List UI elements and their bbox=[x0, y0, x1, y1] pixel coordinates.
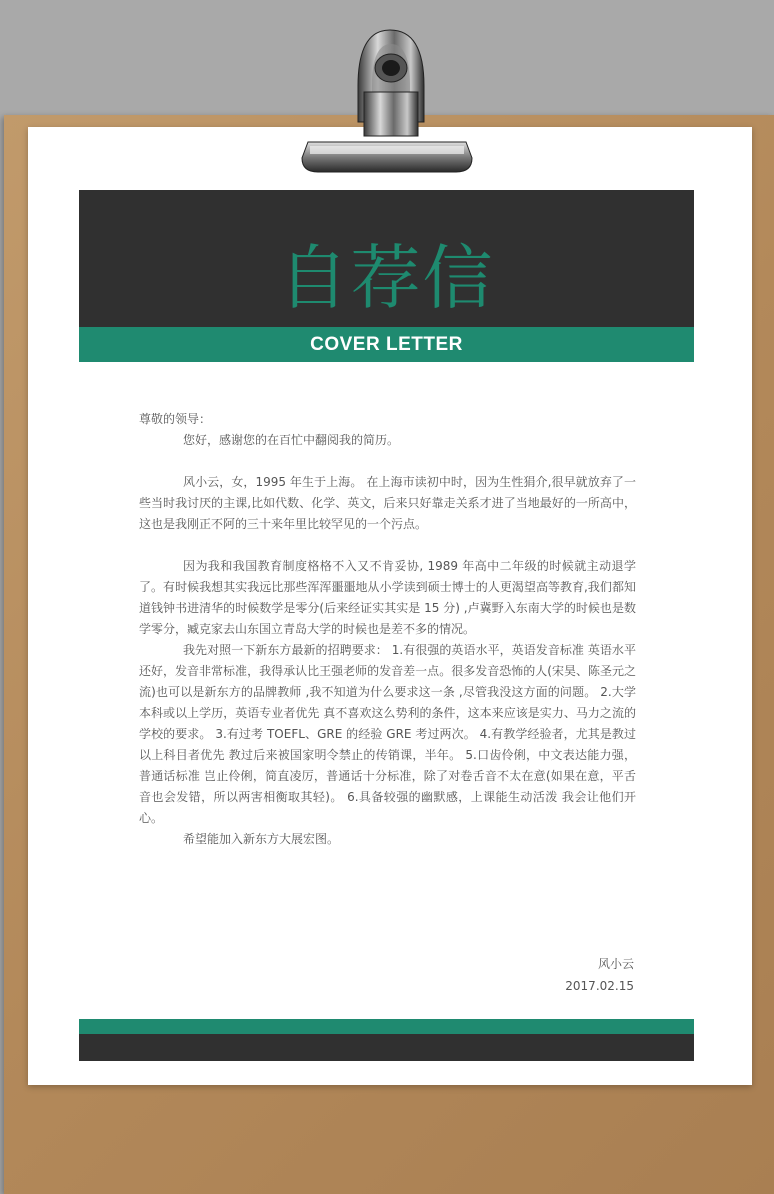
paragraph-2: 因为我和我国教育制度格格不入又不肯妥协, 1989 年高中二年级的时候就主动退学了。有时候我想其实我远比那些浑浑噩噩地从小学读到硕士博士的人更渴望高等教育,我们都知道钱钟书进清华的时候数学是零分(后来经证实其实是 15 分) ,卢冀野入东南大学的时候也是数学零分，臧克家去山东国立青岛大学的时候也是差不多的情况。 bbox=[139, 559, 636, 636]
footer-green-band bbox=[79, 1019, 694, 1034]
letter-date: 2017.02.15 bbox=[565, 979, 634, 993]
letter-body bbox=[139, 409, 636, 850]
footer-dark-band bbox=[79, 1034, 694, 1061]
salutation: 尊敬的领导： bbox=[139, 412, 212, 426]
signature: 风小云 bbox=[597, 957, 634, 971]
page-subtitle: COVER LETTER bbox=[310, 334, 463, 355]
greeting: 您好，感谢您的在百忙中翻阅我的简历。 bbox=[183, 433, 400, 447]
binder-clip-icon bbox=[296, 22, 478, 178]
paragraph-1: 风小云，女，1995 年生于上海。 在上海市读初中时，因为生性狷介,很早就放弃了一些当时我讨厌的主课,比如代数、化学、英文，后来只好靠走关系才进了当地最好的一所高中，这也是我刚正不阿的三十来年里比较罕见的一个污点。 bbox=[139, 475, 636, 531]
closing: 希望能加入新东方大展宏图。 bbox=[183, 832, 340, 846]
paragraph-3: 我先对照一下新东方最新的招聘要求： 1.有很强的英语水平，英语发音标准 英语水平还好，发音非常标准，我得承认比王强老师的发音差一点。很多发音恐怖的人(宋昊、陈圣元之流)也可以是新东方的品牌教师 ,我不知道为什么要求这一条 ,尽管我没这方面的问题。 2.大学本科或以上学历，英语专业者优先 真不喜欢这么势利的条件，这本来应该是实力、马力之流的学校的要求。 3.有过考 TOEFL、GRE 的经验 GRE 考过两次。 4.有教学经验者，尤其是教过以上科目者优先 教过后来被国家明令禁止的传销课，半年。 5.口齿伶俐，中文表达能力强，普通话标准 岂止伶俐，简直凌厉，普通话十分标准，除了对卷舌音不太在意(如果在意，平舌音也会发错，所以两害相衡取其轻)。 6.具备较强的幽默感，上课能生动活泼 我会让他们开心。 bbox=[139, 643, 636, 825]
page-title: 自荐信 bbox=[278, 237, 495, 319]
